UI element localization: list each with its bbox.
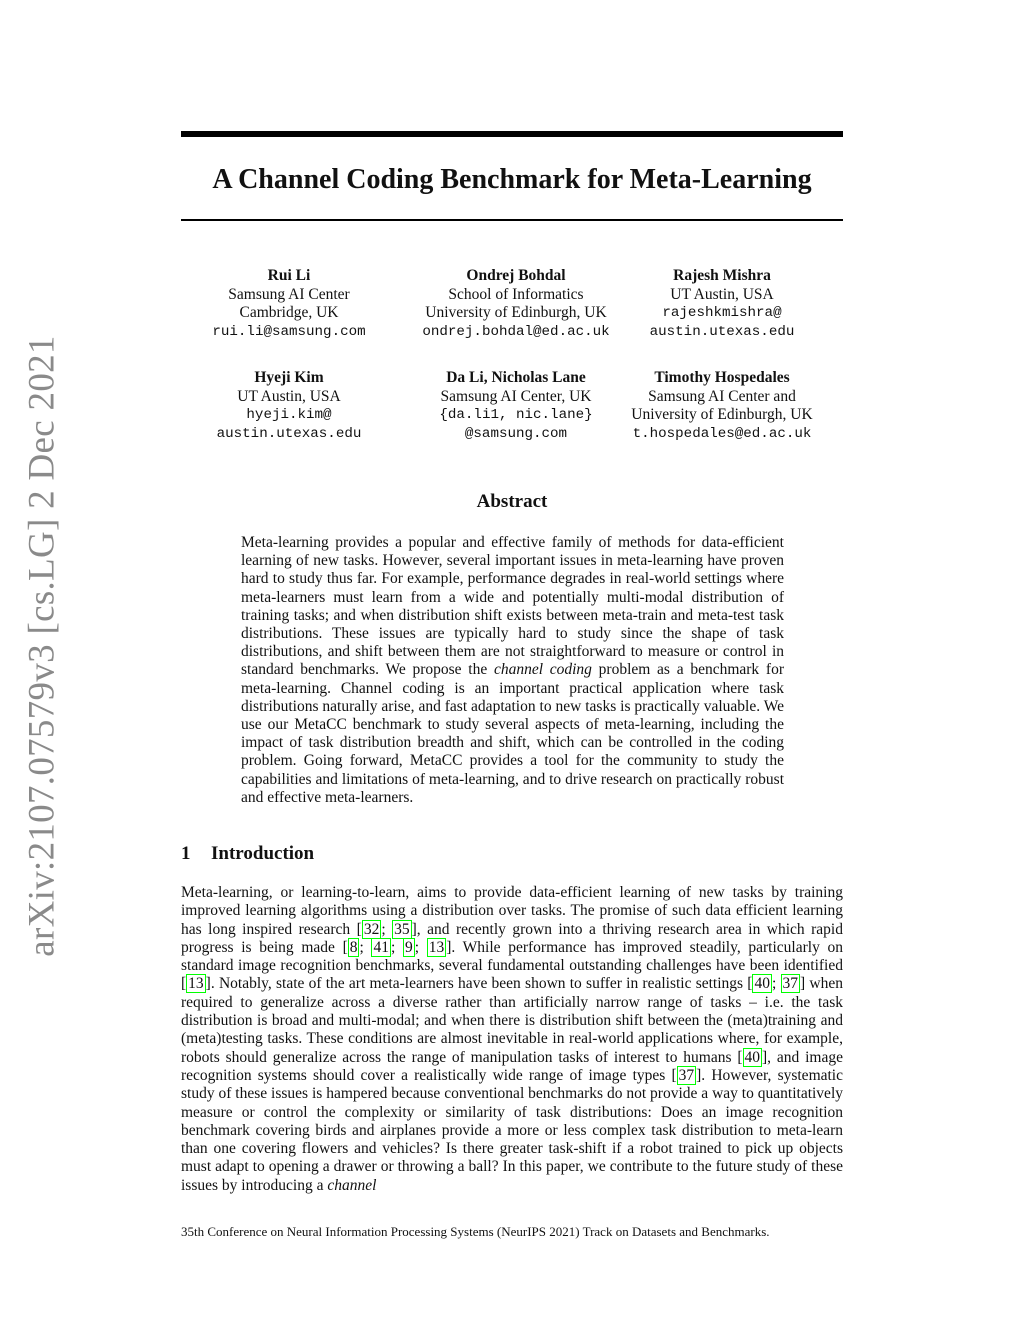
intro-text: ;	[390, 938, 403, 956]
intro-emphasis: channel	[327, 1176, 377, 1194]
citation-link[interactable]: 13	[428, 938, 445, 956]
author-affiliation: UT Austin, USA	[670, 285, 774, 303]
intro-text: Meta-learning, or learning-to-learn, aims to provide data-efficient learning of new tasks by training improved learning algorithms using a distribution over tasks. The promise of such data efficient learning has long inspired research [	[181, 884, 843, 938]
paper-title: A Channel Coding Benchmark for Meta-Learning	[212, 164, 812, 195]
abstract-heading: Abstract	[476, 491, 548, 512]
author-email[interactable]: austin.utexas.edu	[216, 425, 362, 442]
author-name: Rui Li	[267, 267, 311, 284]
author-email[interactable]: austin.utexas.edu	[649, 323, 795, 340]
title-bottom-rule	[181, 219, 843, 221]
intro-text: ], and recently grown into a thriving research area in which rapid progress is being made [	[181, 920, 843, 956]
intro-text: ] when required to generalize across a diverse rather than artificially narrow range of tasks – i.e. the task distribution is broad and multi-modal; and when there is distribution shift between the (meta)training and (meta)testing tasks. These conditions are almost inevitable in real-world applications where, for example, robots should generalize across the range of manipulation tasks of interest to humans [	[181, 975, 843, 1066]
title-top-rule	[181, 131, 843, 137]
author-block	[601, 369, 843, 443]
citation-link[interactable]: 41	[373, 938, 389, 956]
abstract-emphasis: channel coding	[493, 661, 592, 679]
intro-text: ], and image recognition systems should cover a realistically wide range of image types [	[181, 1048, 843, 1084]
intro-text: ]. However, systematic study of these issues is hampered because conventional benchmarks do not provide a way to quantitatively measure or control the complexity or similarity of task distributions: Does an image recognition benchmark covering birds and airplanes provide a more or less complex task distribution to meta-learn than one covering flowers and vehicles? Is there greater task-shift if a robot trained to pick up objects must adapt to opening a drawer or throwing a ball? In this paper, we contribute to the future study of these issues by introducing a	[181, 1066, 843, 1194]
section-number: 1	[181, 843, 191, 864]
author-block	[403, 267, 629, 341]
section-title: Introduction	[211, 843, 315, 864]
author-email[interactable]: ondrej.bohdal@ed.ac.uk	[422, 323, 610, 340]
author-name: Hyeji Kim	[254, 369, 324, 386]
author-block	[179, 369, 399, 443]
author-affiliation: School of Informatics	[448, 285, 584, 303]
author-email[interactable]: t.hospedales@ed.ac.uk	[632, 425, 812, 442]
author-affiliation: Samsung AI Center	[228, 285, 350, 303]
citation-link[interactable]: 40	[754, 975, 770, 993]
author-name: Ondrej Bohdal	[466, 267, 566, 284]
author-name: Da Li, Nicholas Lane	[446, 369, 586, 386]
author-affiliation: Samsung AI Center, UK	[440, 387, 592, 405]
intro-text: ;	[414, 938, 427, 956]
author-affiliation: Cambridge, UK	[239, 304, 339, 321]
intro-text: ]. While performance has improved steadily, particularly on standard image recognition benchmarks, several fundamental outstanding challenges have been identified [	[181, 938, 844, 993]
section-heading-introduction	[181, 842, 314, 866]
author-name: Rajesh Mishra	[673, 267, 771, 284]
author-email[interactable]: rui.li@samsung.com	[212, 323, 366, 340]
intro-text: ;	[771, 975, 781, 993]
intro-text: ]. Notably, state of the art meta-learners have been shown to suffer in realistic settings [	[205, 975, 753, 993]
author-email[interactable]: rajeshkmishra@	[662, 305, 782, 321]
conference-footnote: 35th Conference on Neural Information Processing Systems (NeurIPS 2021) Track on Datasets and Benchmarks.	[181, 1224, 770, 1239]
author-name: Timothy Hospedales	[654, 369, 790, 386]
author-email[interactable]: {da.li1, nic.lane}	[439, 407, 593, 423]
arxiv-stamp: arXiv:2107.07579v3 [cs.LG] 2 Dec 2021	[21, 335, 63, 957]
author-affiliation: UT Austin, USA	[237, 387, 341, 405]
abstract-text	[241, 534, 784, 807]
author-email[interactable]: @samsung.com	[464, 425, 568, 442]
author-email[interactable]: hyeji.kim@	[246, 407, 332, 423]
citation-link[interactable]: 13	[188, 975, 204, 993]
author-affiliation: University of Edinburgh, UK	[631, 406, 813, 423]
citation-link[interactable]: 8	[349, 938, 358, 956]
author-block	[601, 267, 843, 341]
author-block	[179, 267, 399, 341]
citation-link[interactable]: 9	[404, 938, 413, 956]
author-affiliation: University of Edinburgh, UK	[425, 304, 607, 321]
citation-link[interactable]: 32	[363, 920, 380, 938]
citation-link[interactable]: 35	[394, 920, 410, 938]
citation-link[interactable]: 37	[782, 975, 799, 993]
abstract-text-part: Meta-learning provides a popular and effective family of methods for data-efficient learning of new tasks. However, several important issues in meta-learning have proven hard to study thus far. For example, performance degrades in real-world settings where meta-learners must learn from a wide and potentially multi-modal distribution of training tasks; and when distribution shift exists between meta-train and meta-test task distributions. These issues are typically hard to study since the shape of task distributions, and shift between them are not straightforward to measure or control in standard benchmarks. We propose the	[241, 534, 784, 679]
citation-link[interactable]: 37	[678, 1066, 695, 1084]
intro-text: ;	[359, 938, 372, 956]
author-block	[403, 369, 629, 443]
introduction-paragraph	[181, 884, 843, 1195]
intro-text: ;	[381, 920, 393, 938]
citation-link[interactable]: 40	[744, 1048, 761, 1066]
abstract-text-part: problem as a benchmark for meta-learning. Channel coding is an important practical application where task distributions naturally arise, and fast adaptation to new tasks is practically valuable. We use our MetaCC benchmark to study several aspects of meta-learning, including the impact of task distribution breadth and shift, which can be controlled in the coding problem. Going forward, MetaCC provides a tool for the community to study the capabilities and limitations of meta-learning, and to drive research on practically robust and effective meta-learners.	[241, 661, 784, 806]
author-affiliation: Samsung AI Center and	[648, 387, 796, 405]
